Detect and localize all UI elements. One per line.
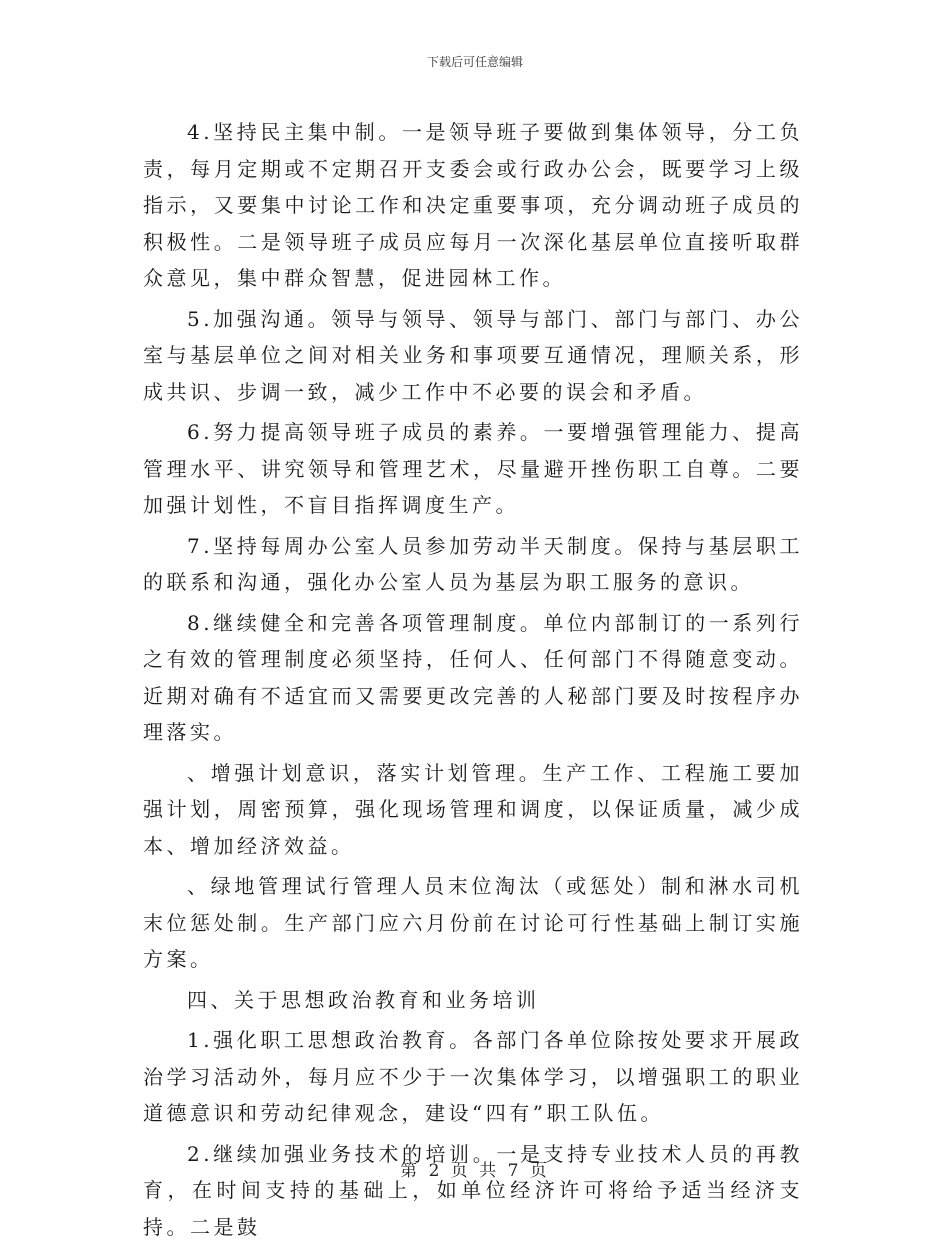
paragraph-item-5: 5.加强沟通。领导与领导、领导与部门、部门与部门、办公室与基层单位之间对相关业务和事项要互通情况，理顺关系，形成共识、步调一致，减少工作中不必要的误会和矛盾。 [143,306,803,404]
paragraph-political-education: 1.强化职工思想政治教育。各部门各单位除按处要求开展政治学习活动外，每月应不少于一次集体学习，以增强职工的职业道德意识和劳动纪律观念，建设“四有”职工队伍。 [143,1028,803,1125]
paragraph-item-7: 7.坚持每周办公室人员参加劳动半天制度。保持与基层职工的联系和沟通，强化办公室人员为基层为职工服务的意识。 [143,533,803,594]
page-header: 下载后可任意编辑 [426,55,523,69]
paragraph-technical-training: 2.继续加强业务技术的培训。一是支持专业技术人员的再教育，在时间支持的基础上，如单位经济许可将给予适当经济支持。二是鼓 [143,1141,803,1239]
paragraph-green-space-management: 、绿地管理试行管理人员末位淘汰（或惩处）制和淋水司机末位惩处制。生产部门应六月份前在讨论可行性基础上制订实施方案。 [143,874,803,971]
page-number: 第 2 页 共 7 页 [400,1161,550,1181]
paragraph-item-6: 6.努力提高领导班子成员的素养。一要增强管理能力、提高管理水平、讲究领导和管理艺术，尽量避开挫伤职工自尊。二要加强计划性，不盲目指挥调度生产。 [143,420,803,517]
paragraph-plan-management: 、增强计划意识，落实计划管理。生产工作、工程施工要加强计划，周密预算，强化现场管理和调度，以保证质量，减少成本、增加经济效益。 [143,760,803,858]
paragraph-item-4: 4.坚持民主集中制。一是领导班子要做到集体领导，分工负责，每月定期或不定期召开支委会或行政办公会，既要学习上级指示，又要集中讨论工作和决定重要事项，充分调动班子成员的积极性。二是领导班子成员应每月一次深化基层单位直接听取群众意见，集中群众智慧，促进园林工作。 [143,120,803,290]
section-heading-4: 四、关于思想政治教育和业务培训 [187,987,540,1012]
document-body [143,114,803,1249]
paragraph-item-8: 8.继续健全和完善各项管理制度。单位内部制订的一系列行之有效的管理制度必须坚持，任何人、任何部门不得随意变动。近期对确有不适宜而又需要更改完善的人秘部门要及时按程序办理落实。 [143,610,803,744]
